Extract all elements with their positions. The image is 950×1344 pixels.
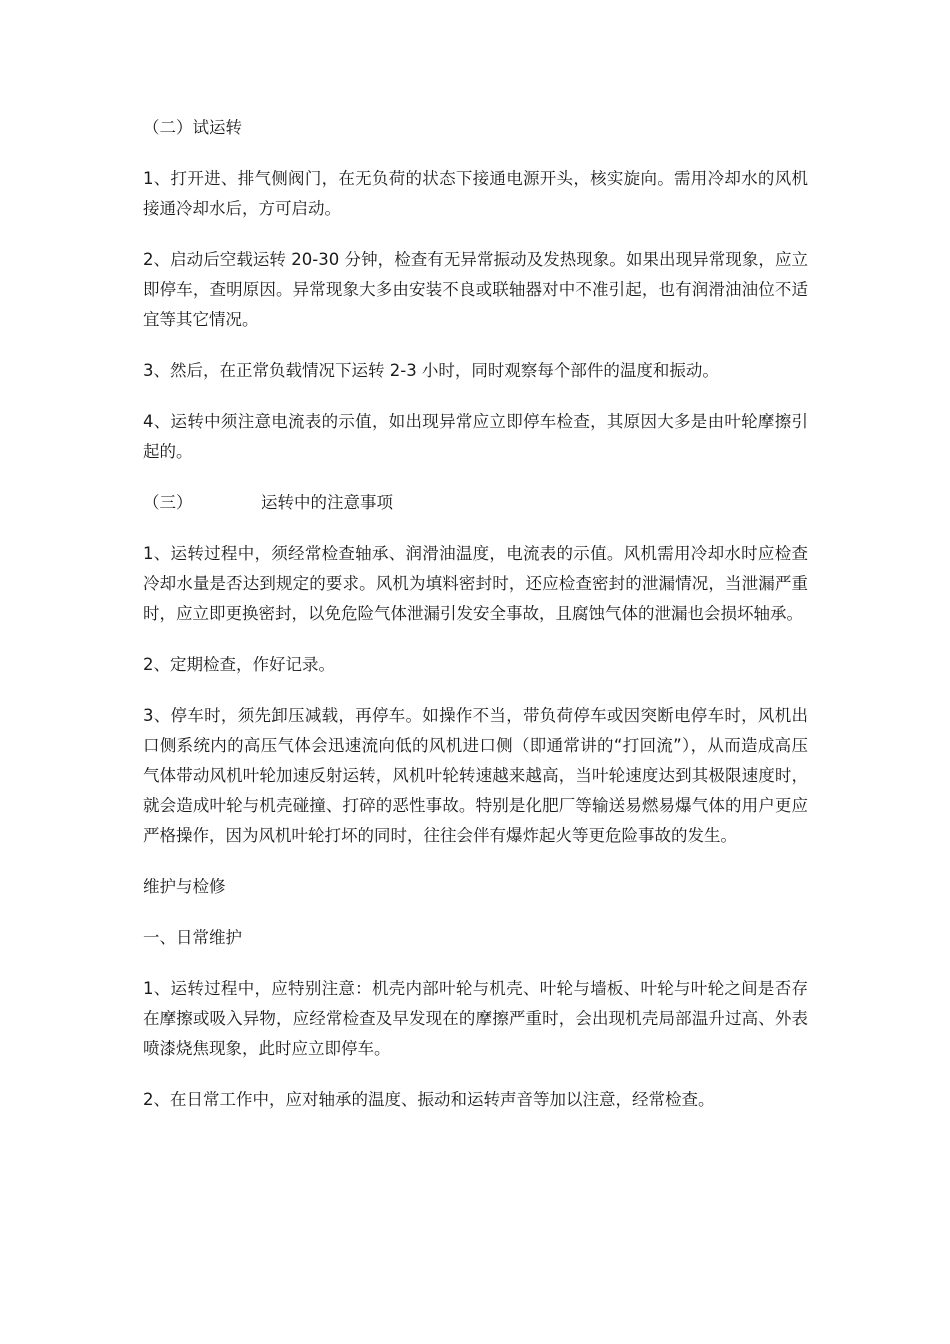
section-heading-operation-notes <box>143 488 808 518</box>
section-heading-title: 运转中的注意事项 <box>261 493 393 512</box>
daily-maintenance-item-1: 1、运转过程中，应特别注意：机壳内部叶轮与机壳、叶轮与墙板、叶轮与叶轮之间是否存在摩擦或吸入异物，应经常检查及早发现在的摩擦严重时，会出现机壳局部温升过高、外表喷漆烧焦现象，此时应立即停车。 <box>143 979 808 1058</box>
maintenance-heading: 维护与检修 <box>143 877 226 896</box>
trial-run-item-2: 2、启动后空载运转 20-30 分钟，检查有无异常振动及发热现象。如果出现异常现象，应立即停车，查明原因。异常现象大多由安装不良或联轴器对中不准引起，也有润滑油油位不适宜等其它情况。 <box>143 250 808 329</box>
operation-notes-item-1: 1、运转过程中，须经常检查轴承、润滑油温度，电流表的示值。风机需用冷却水时应检查冷却水量是否达到规定的要求。风机为填料密封时，还应检查密封的泄漏情况，当泄漏严重时，应立即更换密封，以免危险气体泄漏引发安全事故，且腐蚀气体的泄漏也会损坏轴承。 <box>143 544 808 623</box>
operation-notes-item-3: 3、停车时，须先卸压减载，再停车。如操作不当，带负荷停车或因突断电停车时，风机出口侧系统内的高压气体会迅速流向低的风机进口侧（即通常讲的“打回流”），从而造成高压气体带动风机叶轮加速反射运转，风机叶轮转速越来越高，当叶轮速度达到其极限速度时，就会造成叶轮与机壳碰撞、打碎的恶性事故。特别是化肥厂等输送易燃易爆气体的用户更应严格操作，因为风机叶轮打坏的同时，往往会伴有爆炸起火等更危险事故的发生。 <box>143 706 808 845</box>
trial-run-item-1: 1、打开进、排气侧阀门，在无负荷的状态下接通电源开头，核实旋向。需用冷却水的风机接通冷却水后，方可启动。 <box>143 169 808 218</box>
operation-notes-item-2: 2、定期检查，作好记录。 <box>143 655 335 674</box>
trial-run-item-3: 3、然后，在正常负载情况下运转 2-3 小时，同时观察每个部件的温度和振动。 <box>143 361 719 380</box>
section-heading-trial-run: （二）试运转 <box>143 118 242 137</box>
daily-maintenance-heading: 一、日常维护 <box>143 928 242 947</box>
trial-run-item-4: 4、运转中须注意电流表的示值，如出现异常应立即停车检查，其原因大多是由叶轮摩擦引起的。 <box>143 412 808 461</box>
document-body <box>143 113 808 1136</box>
daily-maintenance-item-2: 2、在日常工作中，应对轴承的温度、振动和运转声音等加以注意，经常检查。 <box>143 1090 715 1109</box>
section-heading-number: （三） <box>143 493 193 512</box>
